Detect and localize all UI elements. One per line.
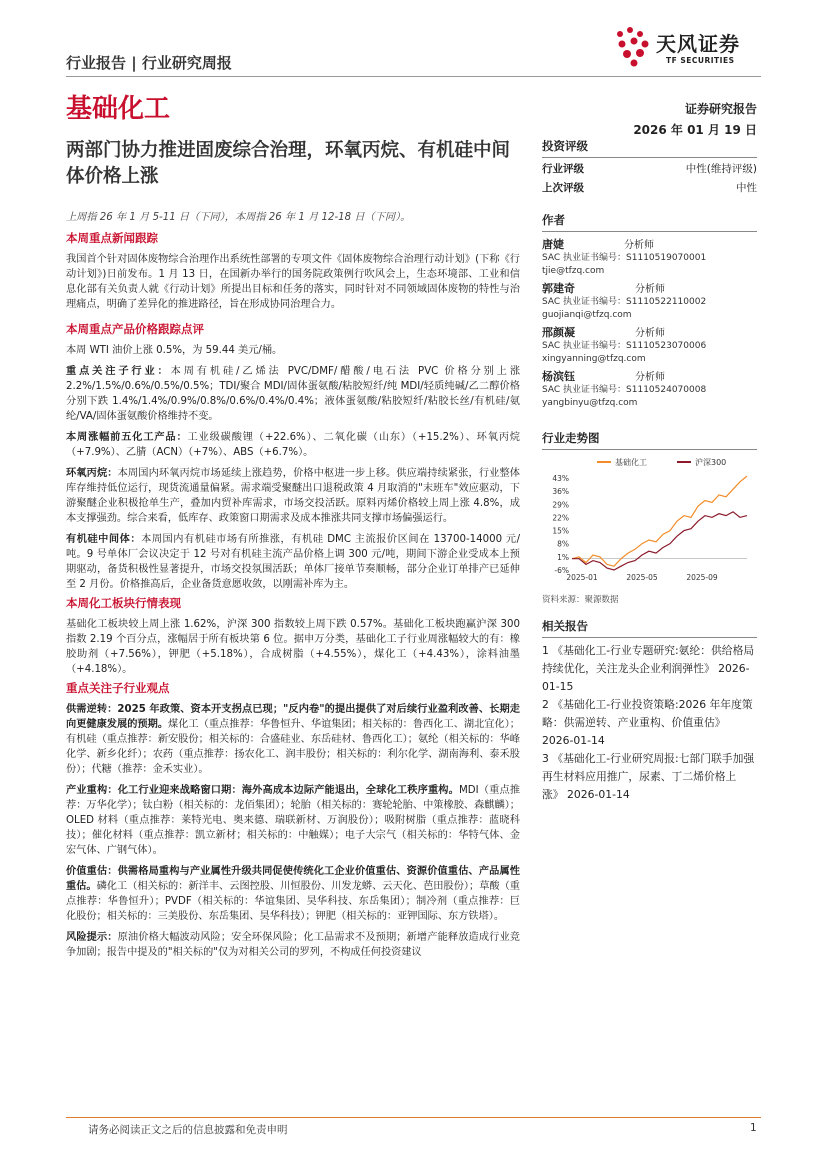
- si-paragraph: 有机硅中间体：本周国内有机硅市场有所推涨，有机硅 DMC 主流报价区间在 13700-14000 元/吨。9 号单体厂会议决定于 12 号对有机硅主流产品价格上调 300 元/吨，期间下游企业受成本上预期驱动，备货积极性显著提升，市场交投氛围活跃；单体厂接单节奏顺畅，部分企业订单排产已延伸至 2 月份。价格推高后，企业备货意愿收敛，以刚需补库为主。: [66, 534, 521, 590]
- y-tick-label: 36%: [552, 487, 569, 497]
- legend-label: 基础化工: [615, 458, 647, 467]
- header-divider: [66, 76, 761, 77]
- analyst-entry: [542, 280, 757, 322]
- analyst-entry: [542, 368, 757, 410]
- prev-rating-label: 上次评级: [542, 182, 584, 194]
- analyst-role: 分析师: [624, 240, 654, 251]
- view-3: 价值重估：供需格局重构与产业属性升级共同促使传统化工企业价值重估、资源价值重估、产品属性重估。磷化工（相关标的：新洋丰、云图控股、川恒股份、川发龙蟒、云天化、芭田股份）；草酸（重点推荐：华鲁恒升）；PVDF（相关标的：华谊集团、昊华科技、东岳集团）；制冷剂（重点推荐：巨化股份；相关标的：三美股份、东岳集团、昊华科技）；钾肥（相关标的：亚钾国际、东方铁塔）。: [66, 866, 520, 922]
- authors-title: 作者: [542, 213, 565, 227]
- analyst-entry: [542, 324, 757, 366]
- industry-rating-label: 行业评级: [542, 163, 584, 175]
- logo-text: 天风证券: [656, 32, 740, 56]
- related-report-link[interactable]: 1 《基础化工-行业专题研究:氨纶：供给格局持续优化，关注龙头企业利润弹性》 2026-01-15: [542, 644, 755, 693]
- intro: 上周指 26 年 1 月 5-11 日（下同），本周指 26 年 1 月 12-18 日（下同）。: [66, 212, 411, 223]
- x-tick-label: 2025-01: [566, 573, 598, 582]
- news-section-title: 本周重点新闻跟踪: [66, 231, 158, 245]
- analyst-name: 唐婕: [542, 238, 564, 251]
- analyst-sac: SAC 执业证书编号：S1110522110002: [542, 297, 707, 307]
- price-section-title: 本周重点产品价格跟踪点评: [66, 322, 204, 336]
- po-paragraph: 环氧丙烷：本周国内环氧丙烷市场延续上涨趋势，价格中枢进一步上移。供应端持续紧张，行业整体库存维持低位运行，现货流通量偏紧。需求端受聚醚出口退税政策 4 月取消的"末班车"效应驱动，下游聚醚企业积极抢单生产，叠加内贸补库需求，市场交投活跃。原料丙烯价格较上周上涨 4.8%，成本支撑强劲。综合来看，低库存、政策窗口期需求及成本推涨共同支撑市场偏强运行。: [66, 468, 520, 524]
- related-title: 相关报告: [542, 619, 588, 633]
- analyst-sac: SAC 执业证书编号：S1110524070008: [542, 385, 707, 395]
- report-type: 行业报告 | 行业研究周报: [66, 54, 232, 72]
- analyst-role: 分析师: [635, 284, 665, 295]
- price-wti: 本周 WTI 油价上涨 0.5%，为 59.44 美元/桶。: [66, 345, 283, 356]
- footer-divider: [66, 1117, 761, 1118]
- view-2: 产业重构：化工行业迎来战略窗口期：海外高成本边际产能退出，全球化工秩序重构。MDI（重点推荐：万华化学）；钛白粉（相关标的：龙佰集团）；轮胎（相关标的：赛轮轮胎、中策橡胶、森麒麟）；OLED 材料（重点推荐：莱特光电、奥来德、瑞联新材、万润股份）；吸附树脂（重点推荐：蓝晓科技）；催化材料（重点推荐：凯立新材；相关标的：中触媒）；电子大宗气（相关标的：华特气体、金宏气体、广钢气体）。: [66, 785, 521, 856]
- view-1: 供需逆转：2025 年政策、资本开支拐点已现；"反内卷"的提出提供了对后续行业盈利改善、长期走向更健康发展的预期。煤化工（重点推荐：华鲁恒升、华谊集团；相关标的：鲁西化工、湖北宜化）；有机硅（重点推荐：新安股份；相关标的：合盛硅业、东岳硅材、鲁西化工）；氨纶（相关标的：华峰化学、新乡化纤）；农药（重点推荐：扬农化工、润丰股份；相关标的：利尔化学、湖南海利、泰禾股份）；代糖（推荐：金禾实业）。: [66, 704, 520, 775]
- news-body: 我国首个针对固体废物综合治理作出系统性部署的专项文件《固体废物综合治理行动计划》(下称《行动计划》)日前发布。1 月 13 日，在国新办举行的国务院政策例行吹风会上，生态环境部、工业和信息化部有关负责人就《行动计划》所提出目标和任务的落实，同时针对不同领域固体废物的特性与治理痛点，明确了差异化的推进路径，旨在形成协同治理合力。: [66, 254, 520, 310]
- analyst-email[interactable]: guojianqi@tfzq.com: [542, 310, 632, 320]
- analyst-email[interactable]: yangbinyu@tfzq.com: [542, 398, 638, 408]
- rating-box: [542, 138, 757, 198]
- logo-text-en: TF SECURITIES: [666, 56, 735, 65]
- tf-logo-icon: [612, 24, 656, 68]
- analyst-sac: SAC 执业证书编号：S1110523070006: [542, 341, 707, 351]
- rating-title: 投资评级: [542, 139, 588, 153]
- analyst-email[interactable]: xingyanning@tfzq.com: [542, 354, 646, 364]
- main-content: [66, 210, 520, 960]
- analyst-entry: [542, 236, 757, 278]
- legend-label: 沪深300: [695, 458, 727, 467]
- y-tick-label: 43%: [552, 474, 569, 483]
- authors-box: [542, 212, 757, 410]
- related-box: [542, 618, 757, 804]
- analyst-sac: SAC 执业证书编号：S1110519070001: [542, 253, 707, 263]
- chart-source: 资料来源：聚源数据: [542, 595, 619, 605]
- disclaimer-link[interactable]: 请务必阅读正文之后的信息披露和免责申明: [88, 1124, 288, 1136]
- prev-rating-value: 中性: [736, 182, 757, 194]
- risk: 风险提示：原油价格大幅波动风险；安全环保风险；化工品需求不及预期；新增产能释放造成行业竞争加剧；报告中提及的"相关标的"仅为对相关公司的罗列，不构成任何投资建议: [66, 932, 520, 958]
- report-kind: 证券研究报告: [684, 102, 757, 116]
- y-tick-label: 15%: [552, 526, 569, 536]
- x-tick-label: 2025-09: [686, 573, 718, 582]
- analyst-role: 分析师: [635, 372, 665, 383]
- top5: 本周涨幅前五化工产品：工业级碳酸锂（+22.6%）、二氧化碳（山东）（+15.2%）、环氧丙烷（+7.9%）、乙腈（ACN）（+7%）、ABS（+6.7%）。: [66, 432, 520, 458]
- analyst-role: 分析师: [635, 328, 665, 339]
- trend-box: [542, 430, 757, 605]
- perf-section-title: 本周化工板块行情表现: [66, 596, 181, 610]
- industry-rating-value: 中性(维持评级): [685, 163, 757, 175]
- analyst-name: 杨滨钰: [542, 370, 575, 383]
- report-date: 2026 年 01 月 19 日: [633, 123, 757, 137]
- related-report-link[interactable]: 3 《基础化工-行业研究周报:七部门联手加强再生材料应用推广，尿素、丁二烯价格上涨》 2026-01-14: [542, 752, 755, 801]
- y-tick-label: 29%: [552, 500, 569, 510]
- trend-title: 行业走势图: [542, 431, 600, 445]
- y-tick-label: 1%: [557, 552, 569, 562]
- trend-chart: [542, 450, 757, 590]
- view-section-title: 重点关注子行业观点: [66, 681, 170, 695]
- price-focus: 重点关注子行业：本周有机硅/乙烯法 PVC/DMF/醋酸/电石法 PVC 价格分别上涨 2.2%/1.5%/0.6%/0.5%/0.5%；TDI/聚合 MDI/固体蛋氨酸/粘胶短纤/纯 MDI/轻质纯碱/乙二醇价格分别下跌 1.4%/1.4%/0.9%/0.8%/0.6%/0.4%/0.4%；液体蛋氨酸/粘胶短纤/粘胶长丝/有机硅/氨纶/VA/固体蛋氨酸价格维持不变。: [66, 366, 521, 422]
- analyst-name: 郭建奇: [542, 282, 575, 295]
- series-line: [572, 476, 747, 566]
- y-tick-label: 22%: [552, 513, 569, 523]
- series-line: [572, 512, 747, 570]
- y-tick-label: -6%: [554, 566, 569, 575]
- analyst-name: 邢颜凝: [542, 326, 575, 339]
- related-report-link[interactable]: 2 《基础化工-行业投资策略:2026 年年度策略：供需逆转、产业重构、价值重估》 2026-01-14: [542, 698, 753, 747]
- sector-title: 基础化工: [66, 94, 171, 124]
- x-tick-label: 2025-05: [626, 573, 658, 582]
- page-title: 两部门协力推进固废综合治理，环氧丙烷、有机硅中间体价格上涨: [66, 140, 511, 187]
- page-number: 1: [750, 1122, 757, 1134]
- perf-body: 基础化工板块较上周上涨 1.62%，沪深 300 指数较上周下跌 0.57%。基础化工板块跑赢沪深 300 指数 2.19 个百分点，涨幅居于所有板块第 6 位。据申万分类，基础化工子行业周涨幅较大的有：橡胶助剂（+7.56%），钾肥（+5.18%），合成树脂（+4.55%），煤化工（+4.43%），涂料油墨（+4.18%）。: [66, 619, 520, 675]
- analyst-email[interactable]: tjie@tfzq.com: [542, 266, 605, 276]
- y-tick-label: 8%: [557, 539, 569, 549]
